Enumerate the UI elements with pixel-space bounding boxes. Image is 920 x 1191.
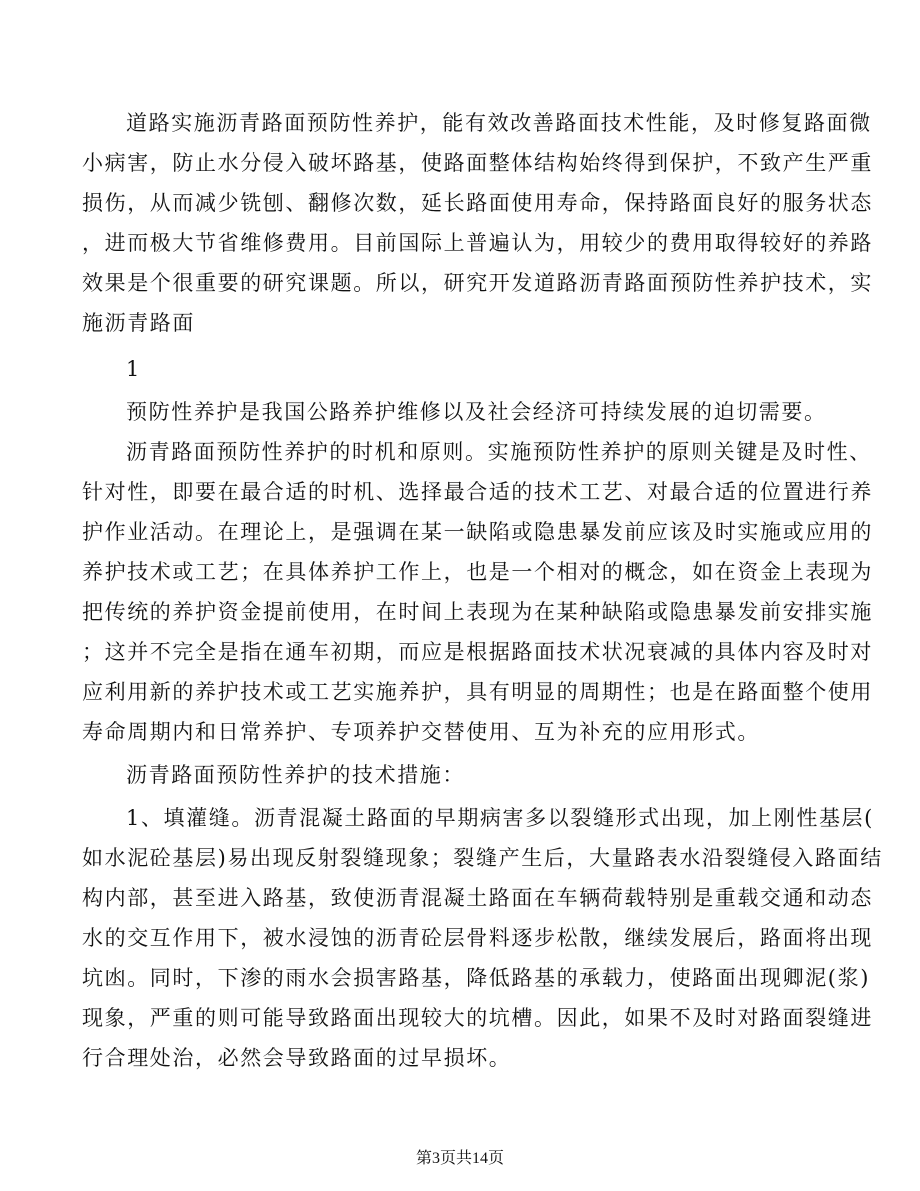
paragraph-6-line-2: 如水泥砼基层)易出现反射裂缝现象；裂缝产生后，大量路表水沿裂缝侵入路面结 — [82, 846, 883, 870]
paragraph-6-line-4: 水的交互作用下，被水浸蚀的沥青砼层骨料逐步松散，继续发展后，路面将出现 — [82, 926, 873, 950]
page-number-footer: 第3页共14页 — [415, 1150, 504, 1167]
paragraph-4-line-4: 养护技术或工艺；在具体养护工作上，也是一个相对的概念，如在资金上表现为 — [82, 560, 873, 584]
paragraph-1-line-3: 损伤，从而减少铣刨、翻修次数，延长路面使用寿命，保持路面良好的服务状态 — [82, 191, 873, 215]
paragraph-2-line-1: 1 — [126, 357, 141, 381]
paragraph-1-line-5: 效果是个很重要的研究课题。所以，研究开发道路沥青路面预防性养护技术，实 — [82, 271, 873, 295]
paragraph-1-line-6: 施沥青路面 — [82, 311, 195, 335]
paragraph-1-line-2: 小病害，防止水分侵入破坏路基，使路面整体结构始终得到保护，不致产生严重 — [82, 151, 873, 175]
paragraph-4-line-6: ；这并不完全是指在通车初期，而应是根据路面技术状况衰减的具体内容及时对 — [82, 640, 873, 664]
paragraph-4-line-1: 沥青路面预防性养护的时机和原则。实施预防性养护的原则关键是及时性、 — [126, 440, 872, 464]
paragraph-6-line-6: 现象，严重的则可能导致路面出现较大的坑槽。因此，如果不及时对路面裂缝进 — [82, 1006, 873, 1030]
paragraph-4-line-8: 寿命周期内和日常养护、专项养护交替使用、互为补充的应用形式。 — [82, 720, 760, 744]
paragraph-6-line-5: 坑凼。同时，下渗的雨水会损害路基，降低路基的承载力，使路面出现卿泥(浆) — [82, 966, 870, 990]
paragraph-1-line-1: 道路实施沥青路面预防性养护，能有效改善路面技术性能，及时修复路面微 — [126, 111, 872, 135]
paragraph-1-line-4: ，进而极大节省维修费用。目前国际上普遍认为，用较少的费用取得较好的养路 — [82, 231, 873, 255]
paragraph-4-line-3: 护作业活动。在理论上，是强调在某一缺陷或隐患暴发前应该及时实施或应用的 — [82, 520, 873, 544]
paragraph-3-line-1: 预防性养护是我国公路养护维修以及社会经济可持续发展的迫切需要。 — [126, 400, 827, 424]
paragraph-4-line-5: 把传统的养护资金提前使用，在时间上表现为在某种缺陷或隐患暴发前安排实施 — [82, 600, 873, 624]
paragraph-6-line-7: 行合理处治，必然会导致路面的过早损坏。 — [82, 1046, 512, 1070]
paragraph-5-line-1: 沥青路面预防性养护的技术措施： — [126, 763, 465, 787]
paragraph-4-line-2: 针对性，即要在最合适的时机、选择最合适的技术工艺、对最合适的位置进行养 — [82, 480, 873, 504]
paragraph-4-line-7: 应利用新的养护技术或工艺实施养护，具有明显的周期性；也是在路面整个使用 — [82, 680, 873, 704]
paragraph-6-line-3: 构内部，甚至进入路基，致使沥青混凝土路面在车辆荷载特别是重载交通和动态 — [82, 886, 873, 910]
paragraph-6-line-1: 1、填灌缝。沥青混凝土路面的早期病害多以裂缝形式出现，加上刚性基层( — [126, 806, 874, 830]
